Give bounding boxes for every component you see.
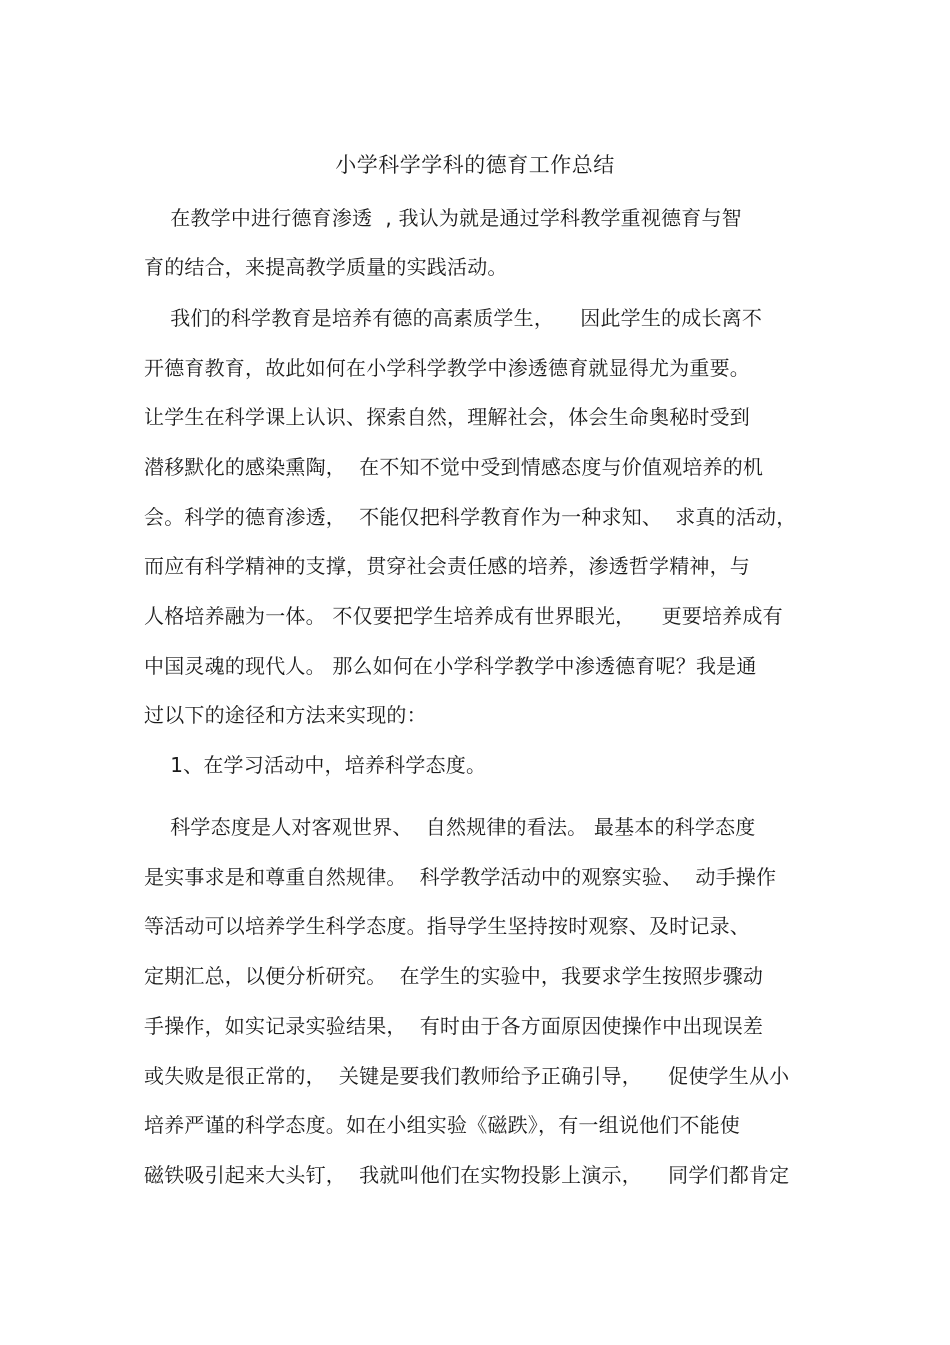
section-heading: 1、在学习活动中，培养科学态度。: [144, 753, 487, 777]
paragraph-line: 潜移默化的感染熏陶， 在不知不觉中受到情感态度与价值观培养的机: [144, 455, 764, 479]
paragraph-line: 我们的科学教育是培养有德的高素质学生， 因此学生的成长离不: [144, 306, 763, 330]
paragraph-line: 在教学中进行德育渗透 , 我认为就是通过学科教学重视德育与智: [144, 206, 742, 230]
paragraph-line: 手操作，如实记录实验结果， 有时由于各方面原因使操作中出现误差: [144, 1014, 764, 1038]
paragraph-line: 等活动可以培养学生科学态度。指导学生坚持按时观察、及时记录、: [144, 914, 750, 938]
paragraph-line: 会。科学的德育渗透， 不能仅把科学教育作为一种求知、 求真的活动，: [144, 505, 797, 529]
paragraph-line: 是实事求是和尊重自然规律。 科学教学活动中的观察实验、 动手操作: [144, 865, 777, 889]
paragraph-line: 或失败是很正常的， 关键是要我们教师给予正确引导， 促使学生从小: [144, 1064, 790, 1088]
paragraph-line: 而应有科学精神的支撑，贯穿社会责任感的培养，渗透哲学精神，与: [144, 554, 750, 578]
paragraph-line: 磁铁吸引起来大头钉， 我就叫他们在实物投影上演示， 同学们都肯定: [144, 1163, 790, 1187]
paragraph-line: 中国灵魂的现代人。 那么如何在小学科学教学中渗透德育呢？我是通: [144, 654, 757, 678]
paragraph-line: 培养严谨的科学态度。如在小组实验《磁跌》，有一组说他们不能使: [144, 1113, 740, 1137]
paragraph-line: 开德育教育，故此如何在小学科学教学中渗透德育就显得尤为重要。: [144, 356, 750, 380]
paragraph-line: 过以下的途径和方法来实现的：: [144, 703, 427, 727]
document-title: 小学科学学科的德育工作总结: [335, 153, 615, 177]
paragraph-line: 科学态度是人对客观世界、 自然规律的看法。 最基本的科学态度: [144, 815, 756, 839]
paragraph-line: 让学生在科学课上认识、探索自然，理解社会，体会生命奥秘时受到: [144, 405, 750, 429]
paragraph-line: 定期汇总，以便分析研究。 在学生的实验中，我要求学生按照步骤动: [144, 964, 764, 988]
paragraph-line: 育的结合，来提高教学质量的实践活动。: [144, 255, 508, 279]
paragraph-line: 人格培养融为一体。 不仅要把学生培养成有世界眼光， 更要培养成有: [144, 604, 783, 628]
